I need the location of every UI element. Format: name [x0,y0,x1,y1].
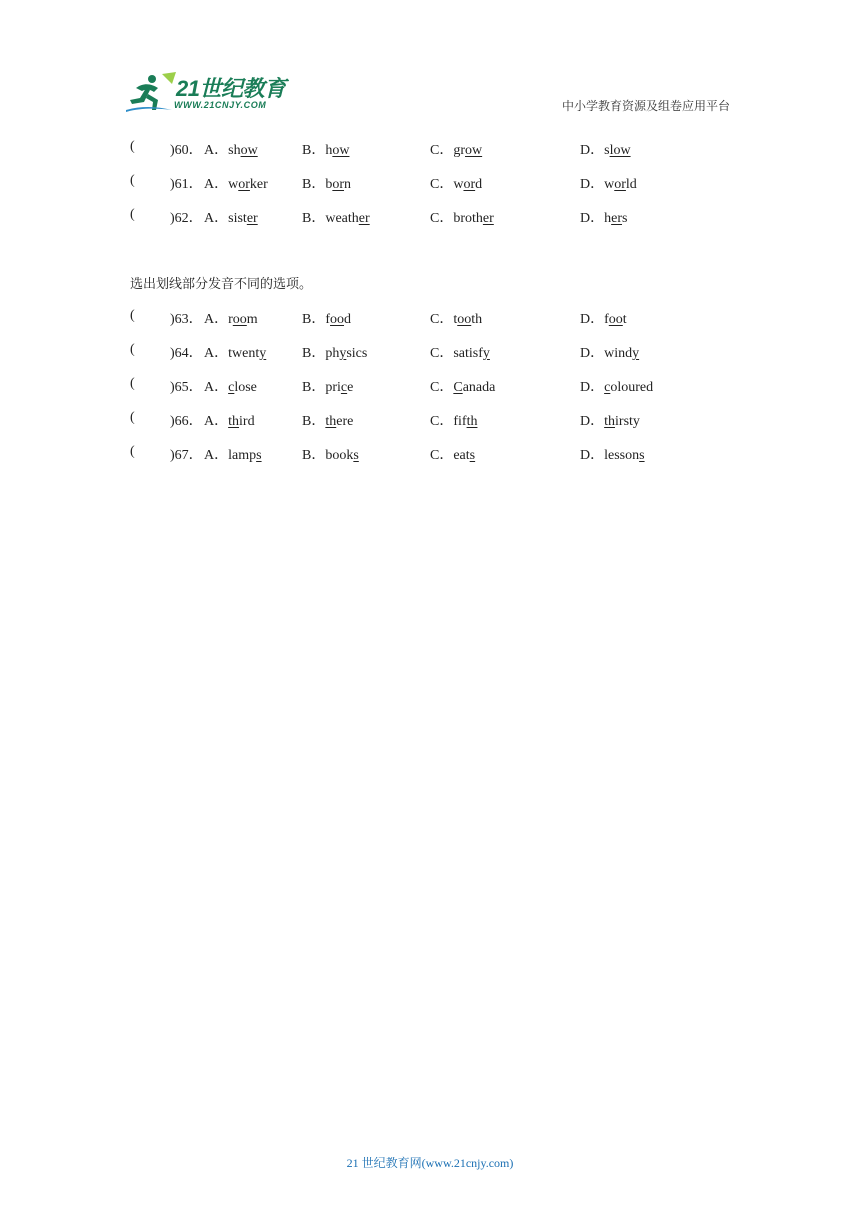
option-d [580,444,645,464]
word-suffix: sics [346,346,368,361]
word-underlined: c [604,380,611,395]
word-prefix: sh [228,143,241,158]
option-letter: D． [580,312,605,327]
question-number: )63． [170,312,203,327]
option-a [204,444,262,464]
option-letter: C． [430,211,454,226]
word-suffix: e [347,380,354,395]
word-prefix: eat [453,448,470,463]
word-underlined: or [463,177,476,192]
word-suffix: d [344,312,352,327]
word-prefix: f [604,312,609,327]
word-underlined: ow [240,143,258,158]
option-letter: B． [302,414,326,429]
option-letter: A． [204,312,229,327]
option-a [204,173,268,193]
word-prefix: twent [228,346,260,361]
answer-blank[interactable]: ( [130,173,135,188]
word-suffix: ld [625,177,637,192]
word-prefix: broth [453,211,483,226]
option-a [204,139,258,159]
option-letter: D． [580,143,605,158]
word-underlined: oo [457,312,472,327]
word-underlined: s [353,448,359,463]
word-suffix: n [344,177,352,192]
option-letter: B． [302,312,326,327]
option-letter: A． [204,414,229,429]
option-letter: D． [580,448,605,463]
word-underlined: s [639,448,645,463]
option-c [430,342,490,362]
option-d [580,173,637,193]
option-letter: C． [430,312,454,327]
option-b [302,376,353,396]
question-row [0,342,860,362]
page-footer: 21 世纪教育网(www.21cnjy.com) [346,1156,514,1170]
logo [122,70,292,116]
word-suffix: irsty [615,414,640,429]
option-c [430,139,482,159]
option-d [580,376,653,396]
word-underlined: c [340,380,348,395]
question-row [0,444,860,464]
word-suffix: oloured [610,380,654,395]
word-prefix: book [325,448,354,463]
word-underlined: ow [332,143,350,158]
option-b [302,207,370,227]
option-letter: C． [430,380,454,395]
runner-logo-icon [122,70,178,114]
word-underlined: s [256,448,262,463]
word-prefix: w [453,177,464,192]
word-prefix: satisf [453,346,483,361]
logo-text: 21世纪教育 [176,76,286,101]
word-underlined: s [469,448,476,463]
word-suffix: ker [249,177,268,192]
answer-blank[interactable]: ( [130,308,135,323]
word-underlined: oo [232,312,247,327]
option-a [204,308,258,328]
word-suffix: lose [234,380,257,395]
question-row [0,173,860,193]
option-letter: D． [580,211,605,226]
answer-blank[interactable]: ( [130,410,135,425]
word-prefix: weath [325,211,359,226]
option-letter: B． [302,380,326,395]
option-c [430,444,475,464]
instruction-text: 选出划线部分发音不同的选项。 [130,277,313,292]
word-underlined: er [246,211,258,226]
word-prefix: sist [228,211,247,226]
option-c [430,410,477,430]
word-suffix: anada [462,380,496,395]
word-underlined: or [332,177,345,192]
question-number: )64． [170,346,203,361]
option-letter: A． [204,211,229,226]
option-a [204,376,257,396]
word-suffix: m [246,312,258,327]
word-underlined: C [453,380,463,395]
word-underlined: y [259,346,267,361]
option-letter: C． [430,177,454,192]
word-suffix: ird [239,414,255,429]
question-row [0,308,860,328]
option-b [302,342,367,362]
question-number: )62． [170,211,203,226]
question-row [0,139,860,159]
option-b [302,139,349,159]
option-c [430,308,482,328]
word-prefix: fif [453,414,467,429]
question-number: )66． [170,414,203,429]
option-d [580,308,627,328]
option-letter: A． [204,448,229,463]
answer-blank[interactable]: ( [130,444,135,459]
question-number: )61． [170,177,203,192]
word-underlined: oo [330,312,345,327]
word-suffix: th [471,312,483,327]
option-letter: C． [430,414,454,429]
word-prefix: lesson [604,448,640,463]
answer-blank[interactable]: ( [130,139,135,154]
option-d [580,207,627,227]
option-b [302,308,351,328]
word-underlined: oo [608,312,623,327]
word-underlined: th [325,414,337,429]
word-suffix: t [622,312,627,327]
word-suffix: ere [336,414,354,429]
option-letter: B． [302,177,326,192]
word-underlined: or [614,177,626,192]
option-b [302,444,359,464]
word-prefix: r [228,312,233,327]
word-prefix: s [604,143,610,158]
word-prefix: h [604,211,612,226]
option-letter: D． [580,380,605,395]
option-c [430,207,494,227]
word-prefix: wind [604,346,633,361]
question-row [0,376,860,396]
option-letter: B． [302,346,326,361]
option-d [580,139,631,159]
word-underlined: er [611,211,623,226]
word-underlined: low [609,143,631,158]
word-underlined: or [238,177,250,192]
option-d [580,410,640,430]
word-underlined: c [228,380,235,395]
word-underlined: y [339,346,347,361]
word-prefix: f [325,312,331,327]
logo-url: WWW.21CNJY.COM [174,100,267,110]
word-underlined: y [482,346,490,361]
option-c [430,376,495,396]
option-letter: B． [302,448,326,463]
answer-blank[interactable]: ( [130,207,135,222]
word-prefix: t [453,312,458,327]
option-letter: D． [580,177,605,192]
option-c [430,173,482,193]
question-number: )60． [170,143,203,158]
question-row [0,207,860,227]
option-b [302,410,353,430]
word-underlined: ow [465,143,483,158]
word-prefix: ph [325,346,340,361]
word-prefix: w [228,177,239,192]
option-letter: C． [430,143,454,158]
word-prefix: lamp [228,448,257,463]
page-header [0,0,860,125]
word-suffix: d [475,177,483,192]
answer-blank[interactable]: ( [130,342,135,357]
word-underlined: er [358,211,370,226]
header-platform-text: 中小学教育资源及组卷应用平台 [561,99,730,113]
question-row [0,410,860,430]
word-underlined: y [632,346,640,361]
word-prefix: h [325,143,333,158]
option-d [580,342,639,362]
word-underlined: th [228,414,240,429]
word-underlined: th [466,414,478,429]
option-letter: A． [204,143,229,158]
option-b [302,173,351,193]
option-letter: A． [204,177,229,192]
option-letter: D． [580,346,605,361]
option-a [204,342,266,362]
question-number: )67． [170,448,203,463]
option-letter: B． [302,143,326,158]
option-letter: A． [204,380,229,395]
word-underlined: th [604,414,616,429]
word-prefix: pri [325,380,341,395]
option-a [204,207,258,227]
option-letter: C． [430,346,454,361]
option-a [204,410,255,430]
word-suffix: s [622,211,628,226]
question-number: )65． [170,380,203,395]
answer-blank[interactable]: ( [130,376,135,391]
option-letter: D． [580,414,605,429]
option-letter: C． [430,448,454,463]
word-prefix: w [604,177,615,192]
word-underlined: er [482,211,494,226]
option-letter: B． [302,211,326,226]
option-letter: A． [204,346,229,361]
word-prefix: gr [453,143,466,158]
word-prefix: b [325,177,333,192]
